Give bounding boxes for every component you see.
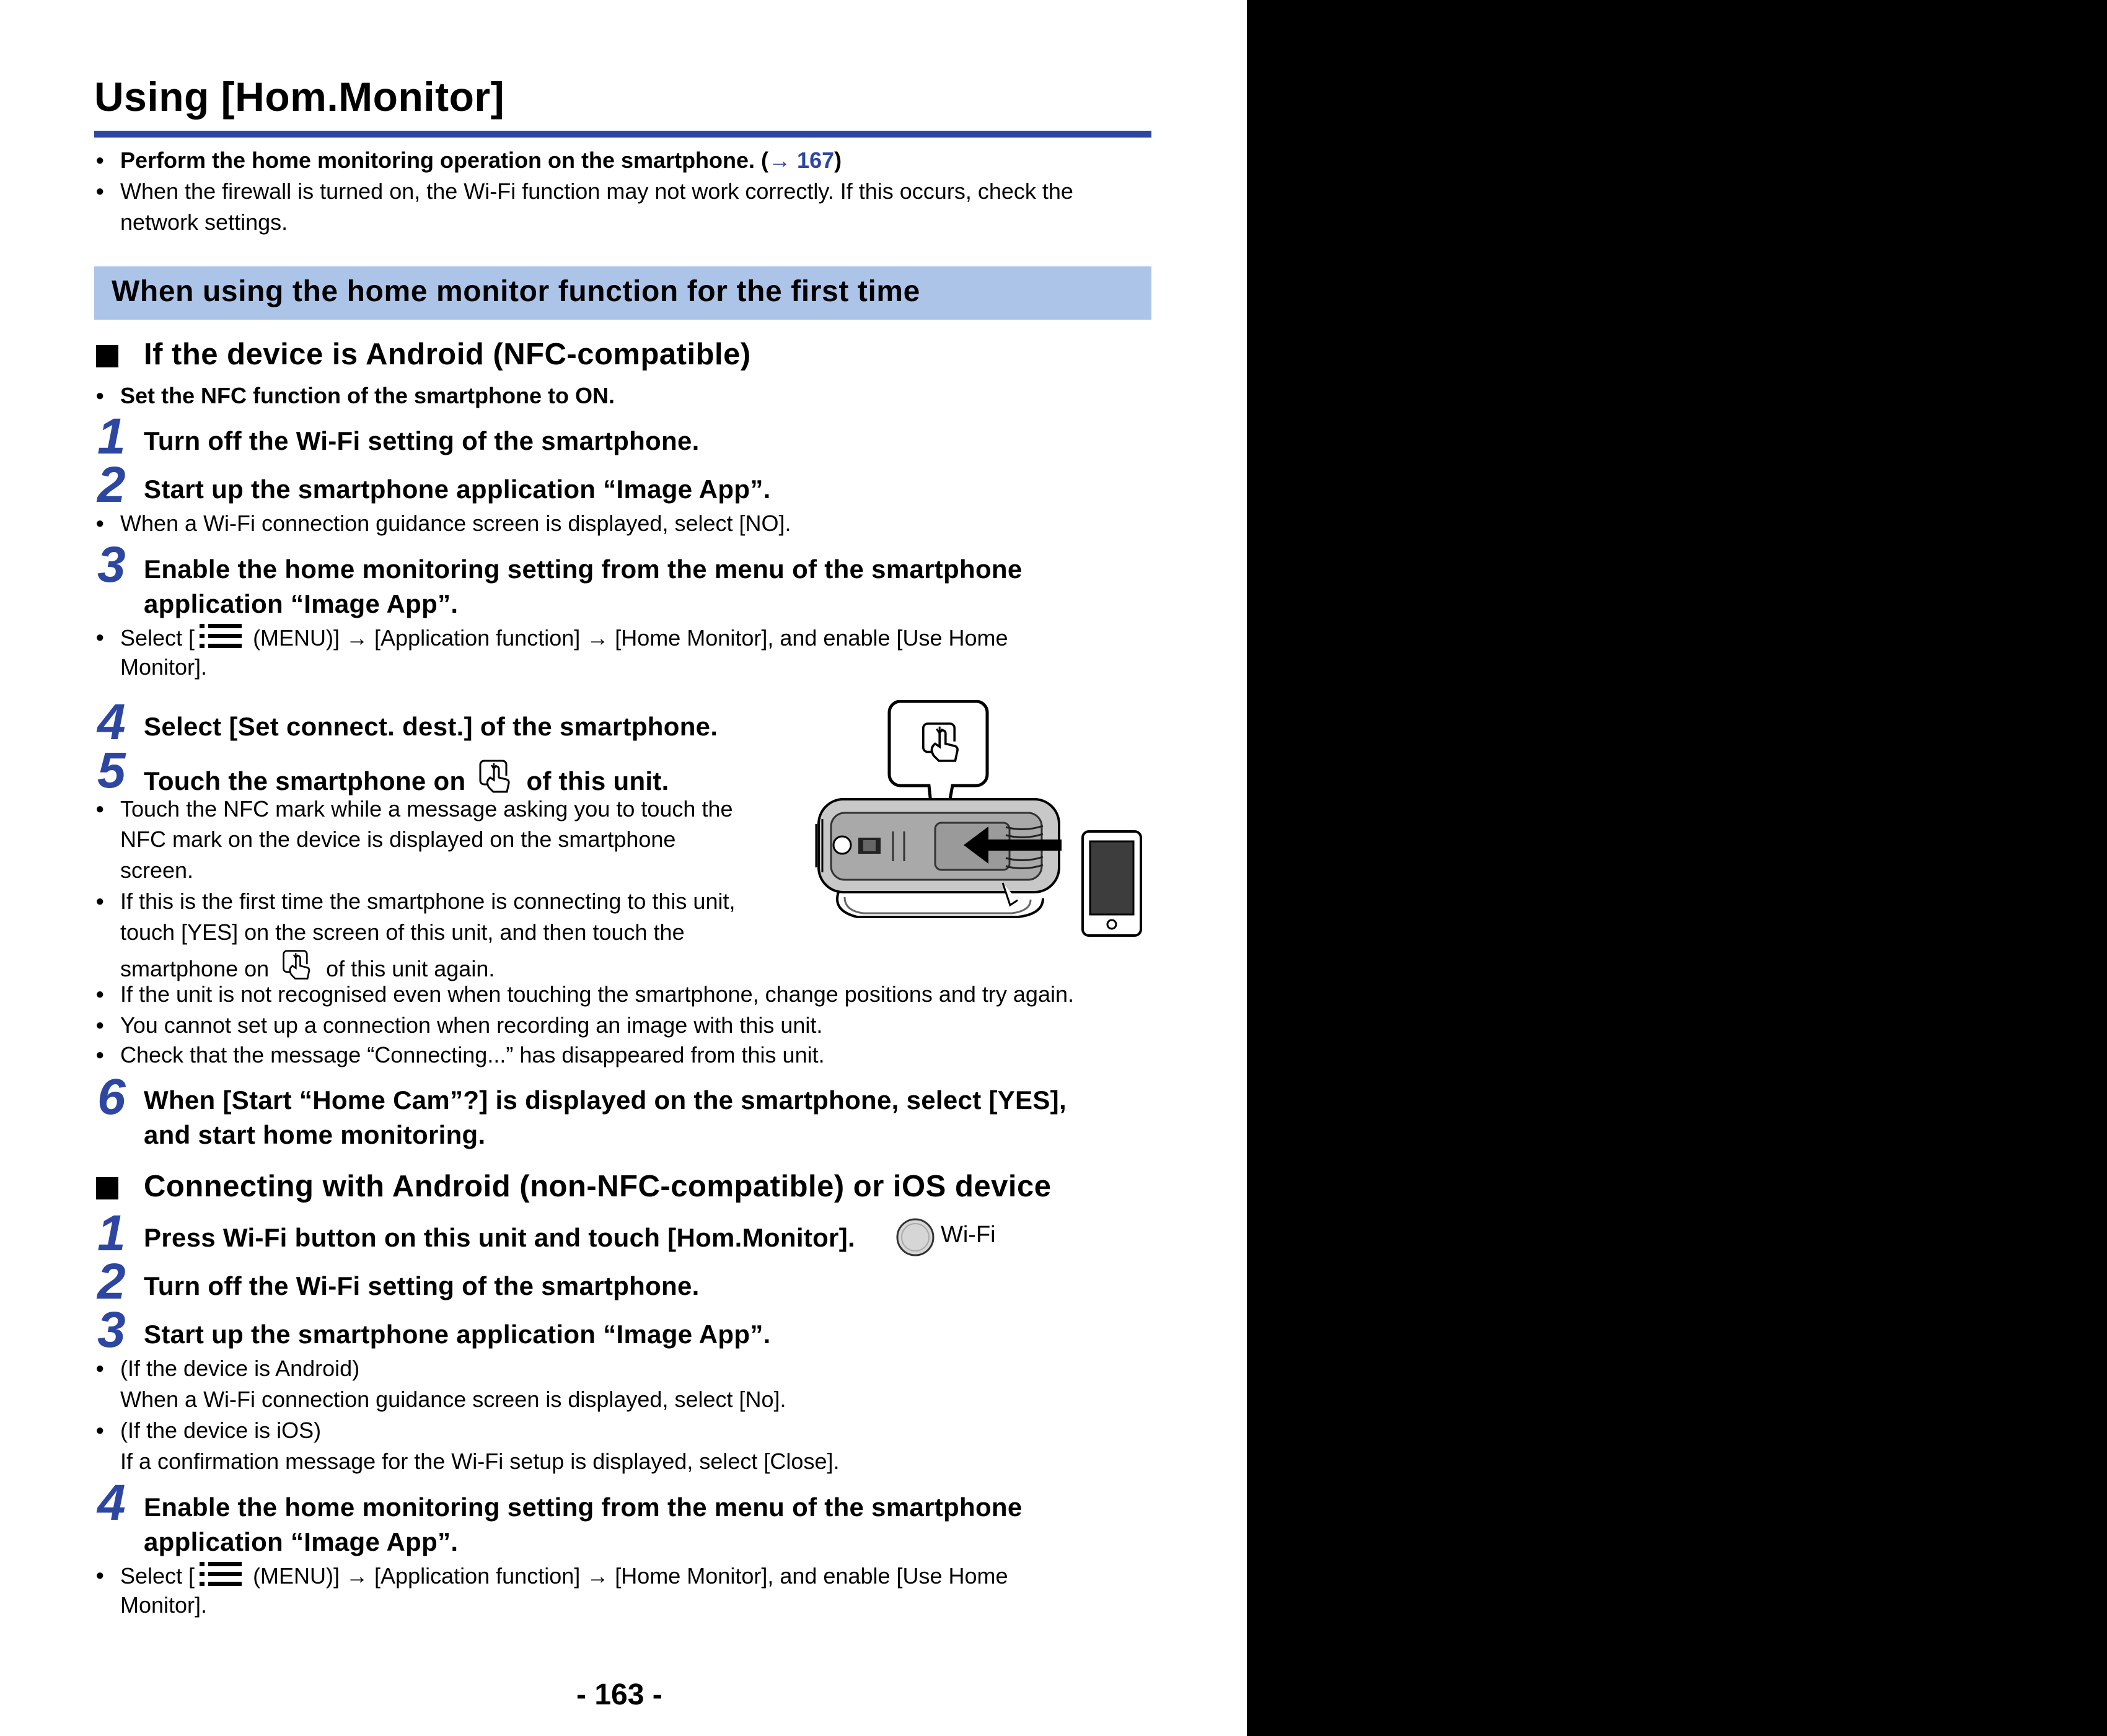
step-number: 2 [97, 1253, 126, 1310]
step-note: ● If the unit is not recognised even when touching the smartphone, change positions and try again. [120, 979, 1074, 1010]
step-note: ● When a Wi-Fi connection guidance screen is displayed, select [NO]. [120, 508, 791, 539]
step-note: ● Check that the message “Connecting...” has disappeared from this unit. [120, 1040, 825, 1071]
step-text: Start up the smartphone application “Image App”. [144, 475, 771, 504]
step-note-cont: NFC mark on the device is displayed on the smartphone [120, 826, 676, 852]
step-note-cont: screen. [120, 857, 194, 883]
nfc-on-note: ● Set the NFC function of the smartphone to ON. [120, 380, 615, 411]
step-note-cont: When a Wi-Fi connection guidance screen is displayed, select [No]. [120, 1387, 786, 1412]
title-rule [94, 131, 1151, 138]
note-text: (MENU)] → [Application function] → [Home Monitor], and enable [Use Home [247, 1563, 1008, 1589]
intro-perform-close: ) [834, 147, 842, 173]
smartphone-illustration [1083, 831, 1141, 936]
step-number: 1 [97, 1205, 126, 1261]
step-text-cont: application “Image App”. [144, 589, 459, 618]
step-number: 4 [97, 1475, 126, 1531]
note-text: of this unit again. [326, 956, 495, 981]
step-number: 3 [97, 1302, 126, 1358]
intro-perform-text: Perform the home monitoring operation on the smartphone. ( [120, 147, 769, 173]
step-number: 4 [97, 694, 126, 750]
step-number: 5 [97, 742, 126, 799]
subsection-heading-ios: Connecting with Android (non-NFC-compatible) or iOS device [144, 1170, 1052, 1203]
step-number: 1 [97, 408, 126, 465]
nfc-touch-illustration [814, 700, 1148, 948]
step-text: Enable the home monitoring setting from the menu of the smartphone [144, 1493, 1023, 1522]
step-note: ● If this is the first time the smartphone is connecting to this unit, [120, 886, 735, 917]
camcorder-illustration [816, 799, 1059, 917]
step-text: Start up the smartphone application “Image App”. [144, 1320, 771, 1349]
step-note-cont: Monitor]. [120, 654, 208, 680]
step-text: When [Start “Home Cam”?] is displayed on the smartphone, select [YES], [144, 1085, 1067, 1115]
wifi-button-label: Wi-Fi [941, 1222, 996, 1248]
step-number: 6 [97, 1069, 126, 1125]
section-banner [94, 266, 1151, 320]
step-text: Turn off the Wi-Fi setting of the smartphone. [144, 426, 700, 455]
step-text: Turn off the Wi-Fi setting of the smartphone. [144, 1271, 700, 1300]
section-title: When using the home monitor function for the first time [112, 275, 920, 308]
step-text [144, 758, 669, 799]
step-note: ● Touch the NFC mark while a message asking you to touch the [120, 794, 733, 825]
intro-firewall-note-cont: network settings. [120, 209, 288, 235]
nfc-mark-icon [281, 948, 314, 983]
step-note [120, 1560, 1008, 1592]
nfc-mark-icon [478, 758, 514, 796]
subsection-heading-nfc: If the device is Android (NFC-compatible) [144, 338, 751, 371]
page-reference-link[interactable]: → 167 [768, 147, 835, 173]
black-side-panel [1247, 0, 2107, 1736]
intro-perform-note [120, 145, 842, 176]
note-text: (MENU)] → [Application function] → [Home Monitor], and enable [Use Home [247, 625, 1008, 651]
step-text-cont: and start home monitoring. [144, 1120, 486, 1149]
step-text-cont: application “Image App”. [144, 1527, 459, 1556]
step-note: ● (If the device is iOS) [120, 1415, 321, 1446]
square-bullet-icon [96, 1177, 118, 1199]
step-text-part: Touch the smartphone on [144, 766, 466, 796]
step-note: ● (If the device is Android) [120, 1353, 359, 1384]
step-text: Select [Set connect. dest.] of the smartphone. [144, 712, 718, 741]
step-number: 3 [97, 537, 126, 593]
intro-firewall-note: ● When the firewall is turned on, the Wi-Fi function may not work correctly. If this occurs, check the [120, 176, 1073, 207]
step-text-part: of this unit. [526, 766, 669, 796]
note-text: Select [ [120, 625, 195, 651]
step-note-cont: touch [YES] on the screen of this unit, and then touch the [120, 919, 685, 945]
step-note-cont: Monitor]. [120, 1592, 208, 1618]
step-note-cont: If a confirmation message for the Wi-Fi setup is displayed, select [Close]. [120, 1449, 840, 1474]
step-text: Press Wi-Fi button on this unit and touch [Hom.Monitor]. [144, 1223, 855, 1252]
wifi-button-icon [895, 1217, 936, 1258]
note-text: smartphone on [120, 956, 270, 981]
page-number: - 163 - [576, 1678, 662, 1711]
note-text: Select [ [120, 1563, 195, 1589]
menu-icon [197, 622, 244, 651]
square-bullet-icon [96, 345, 118, 367]
step-note: ● You cannot set up a connection when recording an image with this unit. [120, 1010, 822, 1041]
menu-icon [197, 1560, 244, 1589]
step-text: Enable the home monitoring setting from the menu of the smartphone [144, 555, 1023, 584]
page-title: Using [Hom.Monitor] [94, 74, 505, 120]
step-note [120, 622, 1008, 654]
step-number: 2 [97, 457, 126, 513]
